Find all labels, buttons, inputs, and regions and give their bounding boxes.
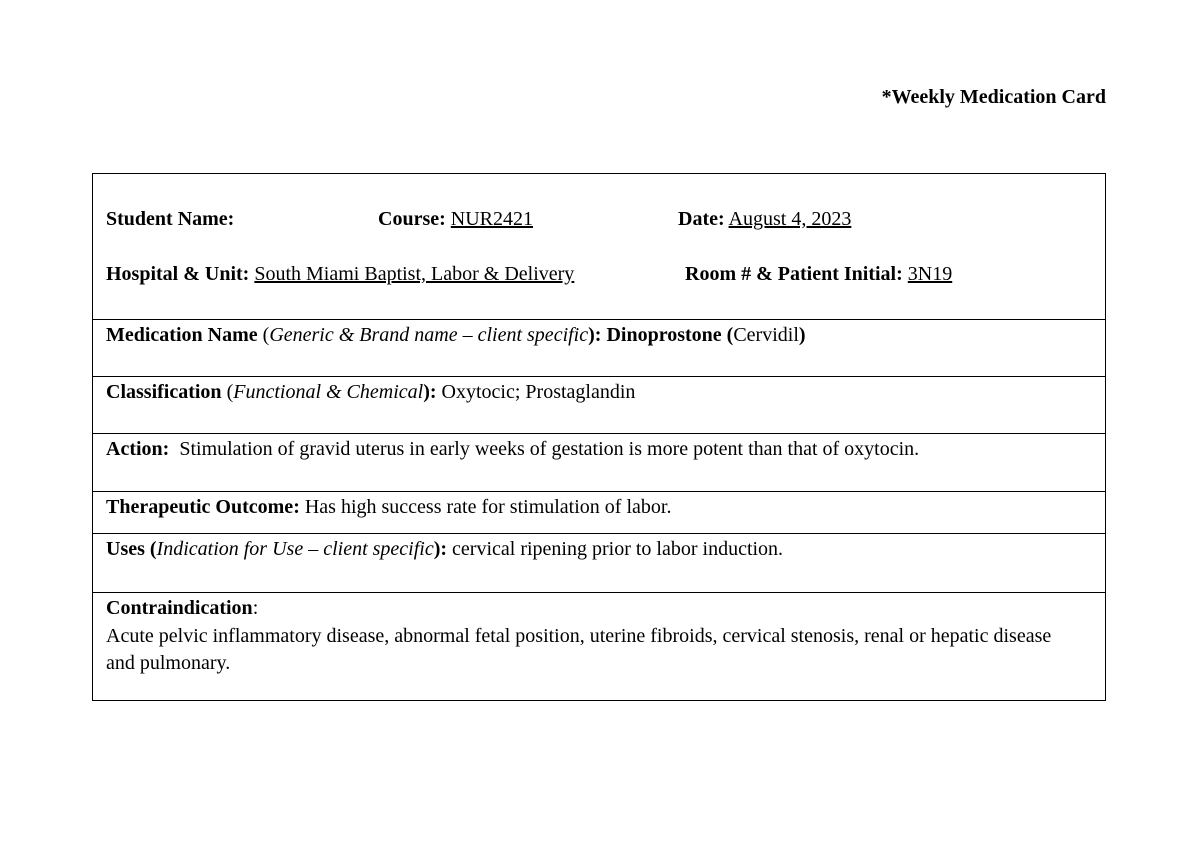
medication-hint: Generic & Brand name – client specific [269, 324, 589, 346]
date-label: Date: [678, 208, 725, 230]
classification-hint-close: ): [423, 381, 442, 403]
action-row [93, 433, 1105, 492]
uses-row [93, 533, 1105, 593]
room-field [685, 263, 952, 286]
room-value: 3N19 [907, 263, 953, 285]
therapeutic-label: Therapeutic Outcome: [106, 496, 300, 518]
medication-name-label: Medication Name [106, 324, 258, 346]
therapeutic-outcome-row [93, 491, 1105, 534]
medication-name-row [93, 319, 1105, 377]
medication-generic: Dinoprostone [606, 324, 722, 346]
course-value: NUR2421 [450, 208, 533, 230]
contraindication-row [93, 592, 1105, 701]
hospital-field [106, 263, 574, 286]
classification-hint: Functional & Chemical [233, 381, 424, 403]
medication-brand-close: ) [798, 324, 806, 346]
classification-label: Classification [106, 381, 222, 403]
medication-hint-open: ( [257, 324, 270, 346]
course-label: Course: [378, 208, 446, 230]
classification-row [93, 376, 1105, 434]
student-name-field [106, 208, 234, 231]
contraindication-label: Contraindication [106, 597, 253, 619]
classification-value: Oxytocic; Prostaglandin [441, 381, 636, 403]
medication-card [92, 173, 1106, 701]
contraindication-colon: : [252, 597, 259, 619]
classification-hint-open: ( [221, 381, 234, 403]
medication-brand-open: ( [721, 324, 734, 346]
medication-hint-close: ): [588, 324, 607, 346]
action-label: Action: [106, 438, 170, 460]
page-title: *Weekly Medication Card [881, 86, 1106, 108]
medication-brand: Cervidil [733, 324, 799, 346]
action-value: Stimulation of gravid uterus in early weeks of gestation is more potent than that of oxytocin. [169, 438, 920, 460]
uses-label: Uses ( [106, 538, 157, 560]
uses-hint: Indication for Use – client specific [156, 538, 434, 560]
contraindication-value: Acute pelvic inflammatory disease, abnormal fetal position, uterine fibroids, cervical stenosis, renal or hepatic disease and pulmonary. [106, 625, 1052, 674]
student-name-label: Student Name: [106, 208, 235, 230]
room-label: Room # & Patient Initial: [685, 263, 903, 285]
uses-value: cervical ripening prior to labor induction. [452, 538, 784, 560]
hospital-label: Hospital & Unit: [106, 263, 250, 285]
date-field [678, 208, 851, 231]
course-field [378, 208, 533, 231]
therapeutic-value: Has high success rate for stimulation of labor. [299, 496, 672, 518]
uses-hint-close: ): [433, 538, 453, 560]
hospital-value: South Miami Baptist, Labor & Delivery [254, 263, 575, 285]
date-value: August 4, 2023 [728, 208, 852, 230]
